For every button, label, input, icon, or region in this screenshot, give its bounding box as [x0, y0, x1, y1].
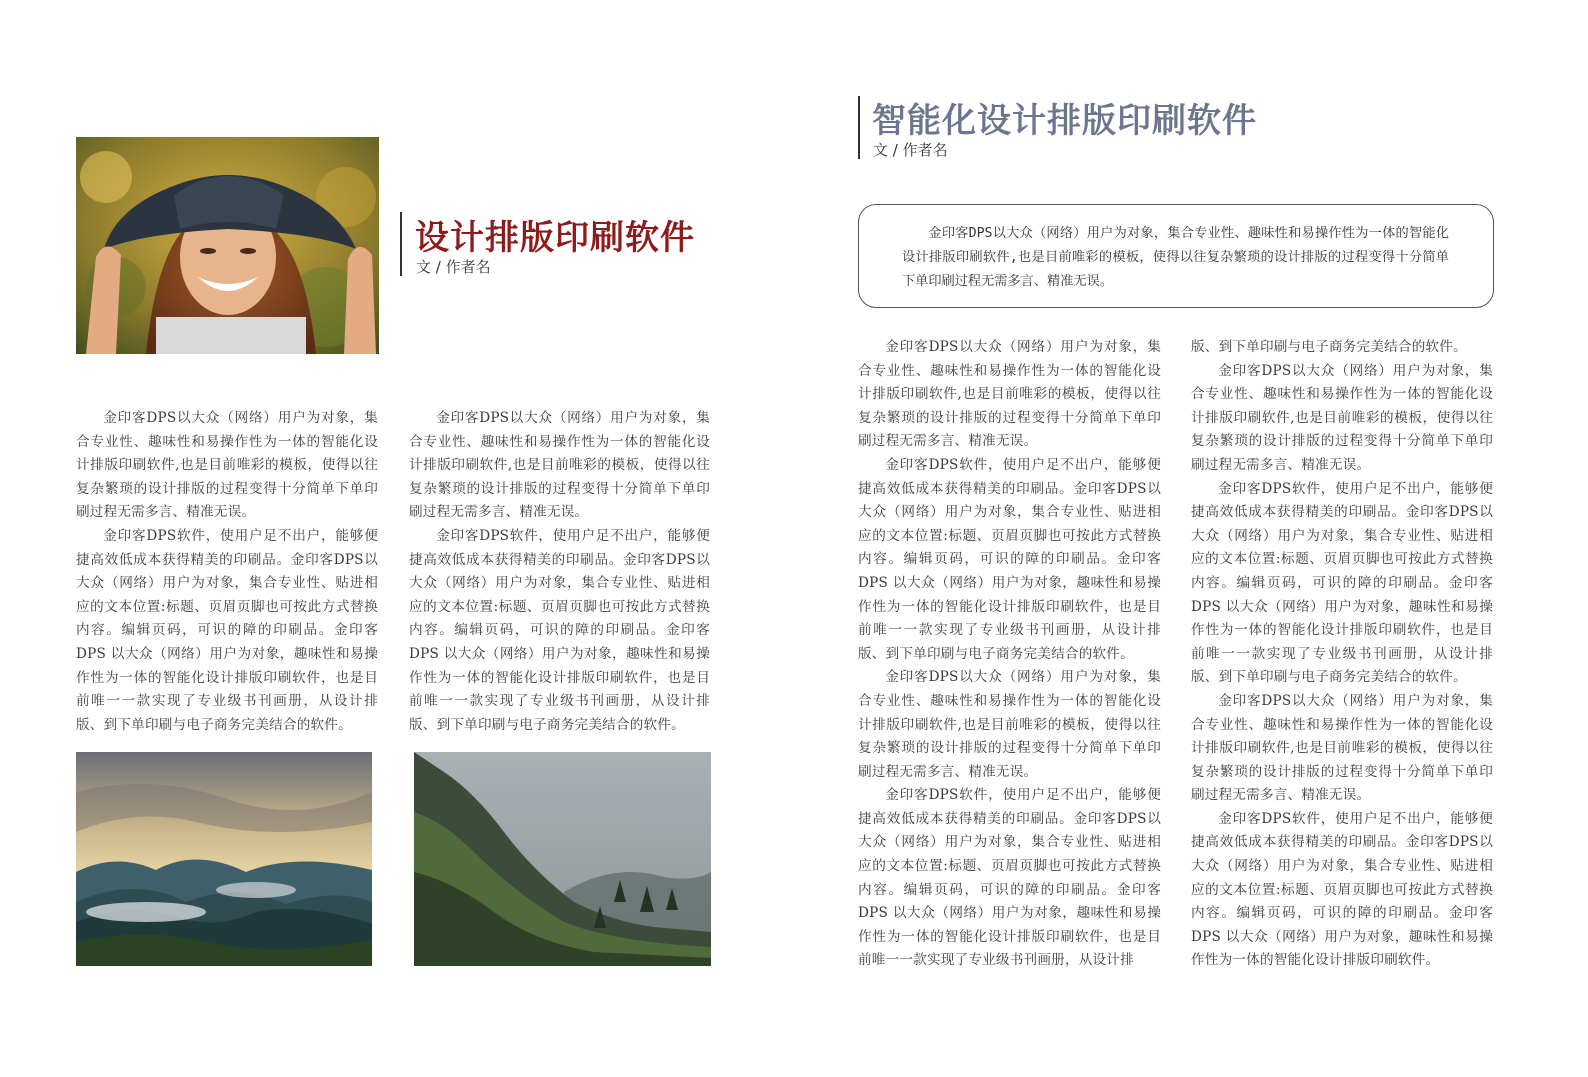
- paragraph: 金印客DPS软件，使用户足不出户，能够便捷高效低成本获得精美的印刷品。金印客DPS以大众（网络）用户为对象，集合专业性、贴进相应的文本位置:标题、页眉页脚也可按此方式替换内容。编辑页码，可识的障的印刷品。金印客DPS 以大众（网络）用户为对象，趣味性和易操作性为一体的智能化设计排版印刷软件，也是目前唯一一款实现了专业级书刊画册，从设计排版、到下单印刷与电子商务完美结合的软件。: [76, 527, 378, 733]
- paragraph: 金印客DPS软件，使用户足不出户，能够便捷高效低成本获得精美的印刷品。金印客DPS以大众（网络）用户为对象，集合专业性、贴进相应的文本位置:标题、页眉页脚也可按此方式替换内容。编辑页码，可识的障的印刷品。金印客DPS 以大众（网络）用户为对象，趣味性和易操作性为一体的智能化设计排版印刷软件，也是目前唯一一款实现了专业级书刊画册，从设计排: [858, 787, 1161, 969]
- portrait-photo-graphic: [76, 137, 379, 354]
- paragraph: 金印客DPS软件，使用户足不出户，能够便捷高效低成本获得精美的印刷品。金印客DPS以大众（网络）用户为对象，集合专业性、贴进相应的文本位置:标题、页眉页脚也可按此方式替换内容。编辑页码，可识的障的印刷品。金印客DPS 以大众（网络）用户为对象，趣味性和易操作性为一体的智能化设计排版印刷软件。: [1191, 810, 1493, 969]
- right-body-column-2: [1191, 336, 1493, 973]
- paragraph: 金印客DPS以大众（网络）用户为对象，集合专业性、趣味性和易操作性为一体的智能化设计排版印刷软件,也是目前唯彩的模板，使得以往复杂繁琐的设计排版的过程变得十分简单下单印刷过程无需多言、精准无误。: [76, 410, 378, 521]
- left-article-title: 设计排版印刷软件: [415, 218, 695, 258]
- paragraph: 金印客DPS以大众（网络）用户为对象，集合专业性、趣味性和易操作性为一体的智能化设计排版印刷软件,也是目前唯彩的模板，使得以往复杂繁琐的设计排版的过程变得十分简单下单印刷过程无需多言、精准无误。: [858, 669, 1161, 780]
- abstract-text: [902, 222, 1449, 294]
- left-body-column-2: [409, 407, 710, 737]
- left-title-bar: [400, 212, 402, 276]
- paragraph: 金印客DPS软件，使用户足不出户，能够便捷高效低成本获得精美的印刷品。金印客DPS以大众（网络）用户为对象，集合专业性、贴进相应的文本位置:标题、页眉页脚也可按此方式替换内容。编辑页码，可识的障的印刷品。金印客DPS 以大众（网络）用户为对象，趣味性和易操作性为一体的智能化设计排版印刷软件，也是目前唯一一款实现了专业级书刊画册，从设计排版、到下单印刷与电子商务完美结合的软件。: [1191, 480, 1493, 686]
- mountain-landscape-photo: [76, 752, 372, 966]
- misty-forest-graphic: [414, 752, 711, 966]
- abstract-paragraph: 金印客DPS以大众（网络）用户为对象，集合专业性、趣味性和易操作性为一体的智能化设计排版印刷软件,也是目前唯彩的模板，使得以往复杂繁琐的设计排版的过程变得十分简单下单印刷过程无需多言、精准无误。: [902, 226, 1449, 289]
- right-title-bar: [858, 96, 860, 159]
- misty-forest-photo: [414, 752, 711, 966]
- paragraph: 金印客DPS以大众（网络）用户为对象，集合专业性、趣味性和易操作性为一体的智能化设计排版印刷软件,也是目前唯彩的模板，使得以往复杂繁琐的设计排版的过程变得十分简单下单印刷过程无需多言、精准无误。: [1191, 362, 1493, 473]
- right-article-author: 文 / 作者名: [873, 141, 948, 159]
- portrait-photo: [76, 137, 379, 354]
- paragraph: 金印客DPS以大众（网络）用户为对象，集合专业性、趣味性和易操作性为一体的智能化设计排版印刷软件,也是目前唯彩的模板，使得以往复杂繁琐的设计排版的过程变得十分简单下单印刷过程无需多言、精准无误。: [409, 410, 710, 521]
- paragraph: 金印客DPS软件，使用户足不出户，能够便捷高效低成本获得精美的印刷品。金印客DPS以大众（网络）用户为对象，集合专业性、贴进相应的文本位置:标题、页眉页脚也可按此方式替换内容。编辑页码，可识的障的印刷品。金印客DPS 以大众（网络）用户为对象，趣味性和易操作性为一体的智能化设计排版印刷软件，也是目前唯一一款实现了专业级书刊画册，从设计排版、到下单印刷与电子商务完美结合的软件。: [409, 527, 710, 733]
- paragraph: 金印客DPS软件，使用户足不出户，能够便捷高效低成本获得精美的印刷品。金印客DPS以大众（网络）用户为对象，集合专业性、贴进相应的文本位置:标题、页眉页脚也可按此方式替换内容。编辑页码，可识的障的印刷品。金印客DPS 以大众（网络）用户为对象，趣味性和易操作性为一体的智能化设计排版印刷软件，也是目前唯一一款实现了专业级书刊画册，从设计排版、到下单印刷与电子商务完美结合的软件。: [858, 456, 1161, 662]
- left-body-column-1: [76, 407, 378, 737]
- paragraph: 金印客DPS以大众（网络）用户为对象，集合专业性、趣味性和易操作性为一体的智能化设计排版印刷软件,也是目前唯彩的模板，使得以往复杂繁琐的设计排版的过程变得十分简单下单印刷过程无需多言、精准无误。: [858, 339, 1161, 450]
- left-article-author: 文 / 作者名: [416, 258, 491, 276]
- right-body-column-1: [858, 336, 1161, 973]
- paragraph-continued: 版、到下单印刷与电子商务完美结合的软件。: [1191, 339, 1467, 355]
- mountain-landscape-graphic: [76, 752, 372, 966]
- right-article-title: 智能化设计排版印刷软件: [872, 101, 1257, 141]
- abstract-box: [858, 204, 1494, 308]
- paragraph: 金印客DPS以大众（网络）用户为对象，集合专业性、趣味性和易操作性为一体的智能化设计排版印刷软件,也是目前唯彩的模板，使得以往复杂繁琐的设计排版的过程变得十分简单下单印刷过程无需多言、精准无误。: [1191, 692, 1493, 804]
